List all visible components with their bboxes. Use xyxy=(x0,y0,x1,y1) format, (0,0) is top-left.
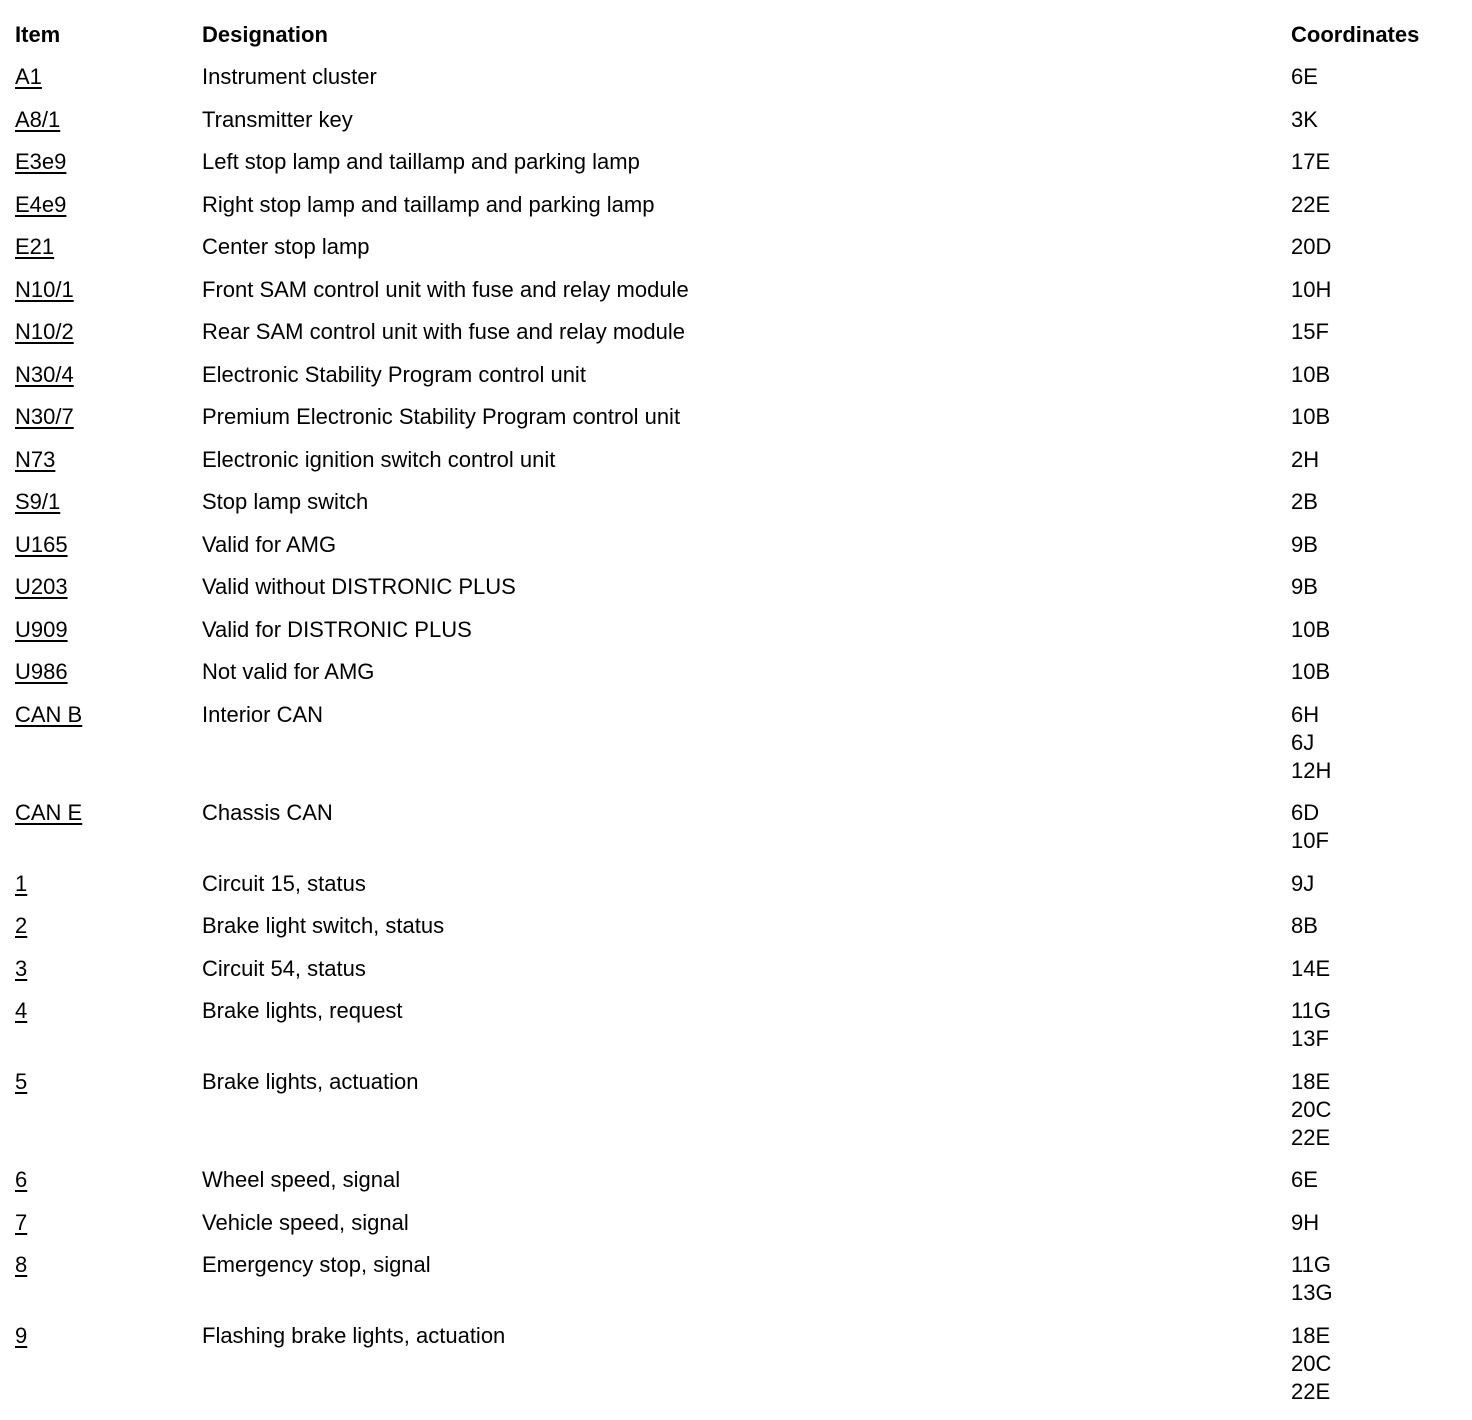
table-row xyxy=(0,106,1472,134)
table-row xyxy=(0,276,1472,304)
table-row xyxy=(0,1068,1472,1152)
coordinate-value: 8B xyxy=(1291,913,1318,938)
table-row xyxy=(0,997,1472,1053)
coordinate-value: 20C xyxy=(1291,1350,1332,1376)
item-link[interactable]: 4 xyxy=(15,998,28,1023)
coordinate-value: 17E xyxy=(1291,149,1331,174)
item-cell xyxy=(0,361,202,389)
item-cell xyxy=(0,1166,202,1194)
item-cell xyxy=(0,148,202,176)
table-row xyxy=(0,955,1472,983)
designation-cell: Valid without DISTRONIC PLUS xyxy=(202,574,516,599)
coordinate-value: 6J xyxy=(1291,729,1315,755)
designation-cell: Transmitter key xyxy=(202,106,353,132)
designation-cell: Valid for DISTRONIC PLUS xyxy=(202,616,472,642)
item-link[interactable]: N30/7 xyxy=(15,404,74,429)
item-link[interactable]: 7 xyxy=(15,1209,28,1235)
item-link[interactable]: 9 xyxy=(15,1322,28,1348)
item-cell xyxy=(0,446,202,474)
coordinates-cell xyxy=(1291,799,1472,855)
item-link[interactable]: E4e9 xyxy=(15,191,67,217)
item-link[interactable]: N30/4 xyxy=(15,361,74,387)
designation-cell: Circuit 54, status xyxy=(202,955,366,981)
item-cell xyxy=(0,701,202,729)
designation-cell: Emergency stop, signal xyxy=(202,1252,431,1277)
coordinate-value: 11G xyxy=(1291,1252,1331,1277)
item-link[interactable]: N73 xyxy=(15,446,56,472)
item-cell xyxy=(0,488,202,516)
coordinates-cell xyxy=(1291,531,1472,559)
table-row xyxy=(0,63,1472,91)
designation-cell: Electronic Stability Program control unit xyxy=(202,361,586,387)
item-cell xyxy=(0,1322,202,1350)
designation-cell: Circuit 15, status xyxy=(202,870,366,896)
coordinates-cell xyxy=(1291,573,1472,601)
table-row xyxy=(0,799,1472,855)
coordinates-cell xyxy=(1291,446,1472,474)
table-row xyxy=(0,191,1472,219)
coordinate-value: 6E xyxy=(1291,64,1318,89)
coordinate-value: 20D xyxy=(1291,234,1332,259)
table-row xyxy=(0,1166,1472,1194)
designation-cell: Brake light switch, status xyxy=(202,913,445,938)
legend-header-row xyxy=(0,21,1472,49)
item-cell xyxy=(0,573,202,601)
designation-cell: Interior CAN xyxy=(202,701,324,727)
item-cell xyxy=(0,955,202,983)
item-cell xyxy=(0,1209,202,1237)
coordinates-cell xyxy=(1291,658,1472,686)
item-link[interactable]: 5 xyxy=(15,1068,28,1094)
coordinates-cell xyxy=(1291,912,1472,940)
item-cell xyxy=(0,403,202,431)
item-cell xyxy=(0,1251,202,1279)
item-cell xyxy=(0,1068,202,1096)
coordinate-value: 3K xyxy=(1291,106,1318,132)
designation-cell: Not valid for AMG xyxy=(202,659,375,684)
item-cell xyxy=(0,191,202,219)
table-row xyxy=(0,658,1472,686)
coordinate-value: 9H xyxy=(1291,1209,1320,1235)
item-link[interactable]: U165 xyxy=(15,531,68,557)
table-row xyxy=(0,701,1472,785)
item-link[interactable]: U986 xyxy=(15,659,68,684)
designation-cell: Left stop lamp and taillamp and parking lamp xyxy=(202,149,640,174)
table-row xyxy=(0,148,1472,176)
coordinate-value: 20C xyxy=(1291,1096,1332,1122)
coordinates-cell xyxy=(1291,955,1472,983)
item-cell xyxy=(0,106,202,134)
coordinate-value: 13F xyxy=(1291,1026,1329,1051)
coordinates-cell xyxy=(1291,1322,1472,1406)
item-link[interactable]: E3e9 xyxy=(15,149,67,174)
coordinate-value: 13G xyxy=(1291,1280,1333,1305)
item-cell xyxy=(0,63,202,91)
coordinates-cell xyxy=(1291,488,1472,516)
item-link[interactable]: E21 xyxy=(15,234,55,259)
item-link[interactable]: N10/2 xyxy=(15,319,74,344)
table-row xyxy=(0,1322,1472,1406)
coordinates-cell xyxy=(1291,1209,1472,1237)
table-row xyxy=(0,870,1472,898)
coordinate-value: 6D xyxy=(1291,800,1320,825)
coordinate-value: 14E xyxy=(1291,955,1331,981)
coordinate-value: 12H xyxy=(1291,757,1332,783)
coordinates-cell xyxy=(1291,1166,1472,1194)
coordinates-cell xyxy=(1291,870,1472,898)
coordinates-cell xyxy=(1291,148,1472,176)
table-row xyxy=(0,233,1472,261)
coordinate-value: 10H xyxy=(1291,276,1332,302)
coordinates-cell xyxy=(1291,361,1472,389)
coordinate-value: 22E xyxy=(1291,1124,1331,1150)
designation-cell: Chassis CAN xyxy=(202,800,333,825)
item-link[interactable]: 8 xyxy=(15,1252,28,1277)
coordinate-value: 10B xyxy=(1291,404,1331,429)
coordinate-value: 15F xyxy=(1291,319,1329,344)
coordinate-value: 2B xyxy=(1291,489,1318,514)
designation-cell: Rear SAM control unit with fuse and relay module xyxy=(202,319,686,344)
coordinate-value: 2H xyxy=(1291,446,1320,472)
item-link[interactable]: U203 xyxy=(15,574,68,599)
item-link[interactable]: CAN B xyxy=(15,701,83,727)
item-link[interactable]: S9/1 xyxy=(15,489,61,514)
item-cell xyxy=(0,997,202,1025)
table-row xyxy=(0,361,1472,389)
designation-cell: Right stop lamp and taillamp and parking lamp xyxy=(202,191,655,217)
item-cell xyxy=(0,318,202,346)
designation-cell: Wheel speed, signal xyxy=(202,1167,401,1192)
coordinates-cell xyxy=(1291,63,1472,91)
designation-cell: Instrument cluster xyxy=(202,64,377,89)
designation-cell: Center stop lamp xyxy=(202,234,370,259)
item-cell xyxy=(0,870,202,898)
table-row xyxy=(0,616,1472,644)
designation-cell: Stop lamp switch xyxy=(202,489,369,514)
coordinates-cell xyxy=(1291,318,1472,346)
coordinate-value: 9B xyxy=(1291,574,1318,599)
coordinate-value: 9J xyxy=(1291,870,1315,896)
designation-cell: Valid for AMG xyxy=(202,531,337,557)
coordinate-value: 6H xyxy=(1291,701,1320,727)
item-cell xyxy=(0,912,202,940)
coordinate-value: 10B xyxy=(1291,616,1331,642)
table-row xyxy=(0,1209,1472,1237)
item-cell xyxy=(0,276,202,304)
item-cell xyxy=(0,233,202,261)
coordinates-cell xyxy=(1291,106,1472,134)
table-row xyxy=(0,573,1472,601)
coordinate-value: 22E xyxy=(1291,1378,1331,1404)
coordinates-cell xyxy=(1291,276,1472,304)
item-link[interactable]: A1 xyxy=(15,64,42,89)
coordinate-value: 10B xyxy=(1291,659,1331,684)
coordinate-value: 9B xyxy=(1291,531,1318,557)
item-link[interactable]: 1 xyxy=(15,870,28,896)
coordinate-value: 18E xyxy=(1291,1322,1331,1348)
item-link[interactable]: CAN E xyxy=(15,800,83,825)
coordinates-cell xyxy=(1291,1068,1472,1152)
coordinate-value: 10F xyxy=(1291,828,1329,853)
coordinate-value: 22E xyxy=(1291,191,1331,217)
coordinates-cell xyxy=(1291,701,1472,785)
table-row xyxy=(0,531,1472,559)
item-link[interactable]: 2 xyxy=(15,913,28,938)
table-row xyxy=(0,446,1472,474)
coordinates-cell xyxy=(1291,997,1472,1053)
designation-cell: Flashing brake lights, actuation xyxy=(202,1322,506,1348)
item-link[interactable]: A8/1 xyxy=(15,106,61,132)
table-row xyxy=(0,1251,1472,1307)
coordinates-cell xyxy=(1291,1251,1472,1307)
item-link[interactable]: 3 xyxy=(15,955,28,981)
designation-cell: Vehicle speed, signal xyxy=(202,1209,409,1235)
coordinates-cell xyxy=(1291,191,1472,219)
coordinates-cell xyxy=(1291,403,1472,431)
designation-cell: Front SAM control unit with fuse and relay module xyxy=(202,276,689,302)
designation-column-header: Designation xyxy=(202,22,328,47)
table-row xyxy=(0,488,1472,516)
designation-cell: Premium Electronic Stability Program control unit xyxy=(202,404,681,429)
item-cell xyxy=(0,616,202,644)
designation-cell: Brake lights, request xyxy=(202,998,403,1023)
item-cell xyxy=(0,531,202,559)
coordinate-value: 11G xyxy=(1291,998,1331,1023)
item-link[interactable]: U909 xyxy=(15,616,68,642)
designation-cell: Brake lights, actuation xyxy=(202,1068,419,1094)
coordinates-cell xyxy=(1291,616,1472,644)
item-cell xyxy=(0,799,202,827)
coordinates-column-header: Coordinates xyxy=(1291,22,1420,47)
table-row xyxy=(0,912,1472,940)
coordinate-value: 10B xyxy=(1291,361,1331,387)
item-cell xyxy=(0,658,202,686)
coordinate-value: 18E xyxy=(1291,1068,1331,1094)
designation-cell: Electronic ignition switch control unit xyxy=(202,446,556,472)
coordinates-cell xyxy=(1291,233,1472,261)
coordinate-value: 6E xyxy=(1291,1167,1318,1192)
table-row xyxy=(0,403,1472,431)
item-link[interactable]: 6 xyxy=(15,1167,28,1192)
item-link[interactable]: N10/1 xyxy=(15,276,74,302)
item-column-header: Item xyxy=(15,22,61,47)
table-row xyxy=(0,318,1472,346)
